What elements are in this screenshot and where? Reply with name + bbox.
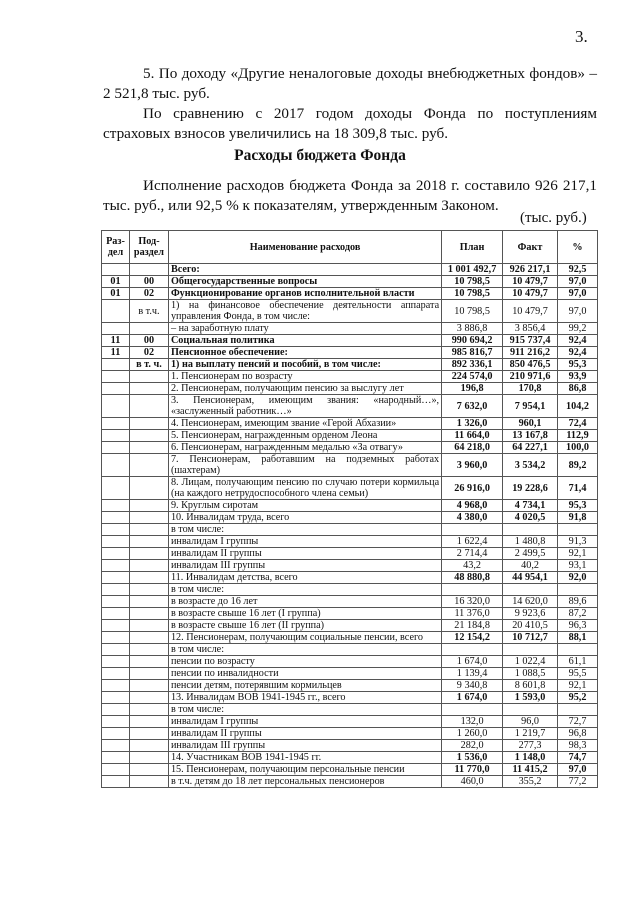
podrazdel-cell xyxy=(129,395,168,418)
percent-cell: 92,4 xyxy=(558,335,598,347)
name-cell: в том числе: xyxy=(168,524,441,536)
plan-cell: 282,0 xyxy=(442,740,503,752)
podrazdel-cell xyxy=(129,454,168,477)
plan-cell: 48 880,8 xyxy=(442,572,503,584)
plan-cell xyxy=(442,584,503,596)
percent-cell: 97,0 xyxy=(558,300,598,323)
razdel-cell xyxy=(102,740,130,752)
fact-cell: 1 088,5 xyxy=(503,668,558,680)
table-row xyxy=(102,264,598,276)
razdel-cell xyxy=(102,536,130,548)
podrazdel-cell: 02 xyxy=(129,288,168,300)
razdel-cell xyxy=(102,668,130,680)
plan-cell xyxy=(442,704,503,716)
name-cell: инвалидам II группы xyxy=(168,548,441,560)
table-row xyxy=(102,560,598,572)
fact-cell: 64 227,1 xyxy=(503,442,558,454)
plan-cell: 196,8 xyxy=(442,383,503,395)
table-row xyxy=(102,680,598,692)
name-cell: пенсии по возрасту xyxy=(168,656,441,668)
name-cell: в том числе: xyxy=(168,704,441,716)
header-razdel: Раз-дел xyxy=(102,231,130,264)
podrazdel-cell: в т. ч. xyxy=(129,359,168,371)
plan-cell: 1 674,0 xyxy=(442,692,503,704)
fact-cell: 960,1 xyxy=(503,418,558,430)
plan-cell xyxy=(442,644,503,656)
fact-cell: 10 479,7 xyxy=(503,300,558,323)
razdel-cell xyxy=(102,264,130,276)
podrazdel-cell xyxy=(129,477,168,500)
table-row xyxy=(102,632,598,644)
table-row xyxy=(102,704,598,716)
razdel-cell xyxy=(102,371,130,383)
podrazdel-cell xyxy=(129,524,168,536)
razdel-cell xyxy=(102,656,130,668)
razdel-cell xyxy=(102,632,130,644)
fact-cell: 19 228,6 xyxy=(503,477,558,500)
name-cell: инвалидам I группы xyxy=(168,536,441,548)
expenses-table xyxy=(101,230,598,788)
podrazdel-cell: 00 xyxy=(129,335,168,347)
percent-cell: 100,0 xyxy=(558,442,598,454)
razdel-cell xyxy=(102,608,130,620)
podrazdel-cell xyxy=(129,371,168,383)
name-cell: 1) на выплату пенсий и пособий, в том числе: xyxy=(168,359,441,371)
name-cell: 4. Пенсионерам, имеющим звание «Герой Абхазии» xyxy=(168,418,441,430)
plan-cell: 10 798,5 xyxy=(442,288,503,300)
table-row xyxy=(102,395,598,418)
percent-cell: 93,9 xyxy=(558,371,598,383)
percent-cell: 61,1 xyxy=(558,656,598,668)
fact-cell: 40,2 xyxy=(503,560,558,572)
plan-cell: 132,0 xyxy=(442,716,503,728)
podrazdel-cell xyxy=(129,512,168,524)
razdel-cell xyxy=(102,584,130,596)
podrazdel-cell: 02 xyxy=(129,347,168,359)
razdel-cell xyxy=(102,716,130,728)
fact-cell: 44 954,1 xyxy=(503,572,558,584)
podrazdel-cell xyxy=(129,430,168,442)
razdel-cell xyxy=(102,752,130,764)
fact-cell: 1 219,7 xyxy=(503,728,558,740)
fact-cell xyxy=(503,584,558,596)
plan-cell: 16 320,0 xyxy=(442,596,503,608)
plan-cell: 12 154,2 xyxy=(442,632,503,644)
percent-cell: 91,8 xyxy=(558,512,598,524)
percent-cell: 112,9 xyxy=(558,430,598,442)
podrazdel-cell xyxy=(129,740,168,752)
fact-cell: 355,2 xyxy=(503,776,558,788)
percent-cell xyxy=(558,644,598,656)
name-cell: 9. Круглым сиротам xyxy=(168,500,441,512)
fact-cell: 1 022,4 xyxy=(503,656,558,668)
percent-cell: 95,5 xyxy=(558,668,598,680)
fact-cell: 1 593,0 xyxy=(503,692,558,704)
percent-cell: 98,3 xyxy=(558,740,598,752)
table-row xyxy=(102,430,598,442)
podrazdel-cell xyxy=(129,323,168,335)
podrazdel-cell xyxy=(129,383,168,395)
razdel-cell xyxy=(102,300,130,323)
name-cell: инвалидам III группы xyxy=(168,560,441,572)
fact-cell: 13 167,8 xyxy=(503,430,558,442)
name-cell: Социальная политика xyxy=(168,335,441,347)
table-row xyxy=(102,359,598,371)
plan-cell: 21 184,8 xyxy=(442,620,503,632)
razdel-cell xyxy=(102,454,130,477)
percent-cell: 87,2 xyxy=(558,608,598,620)
plan-cell: 10 798,5 xyxy=(442,276,503,288)
fact-cell: 14 620,0 xyxy=(503,596,558,608)
fact-cell: 7 954,1 xyxy=(503,395,558,418)
name-cell: 5. Пенсионерам, награжденным орденом Леона xyxy=(168,430,441,442)
percent-cell xyxy=(558,524,598,536)
razdel-cell xyxy=(102,500,130,512)
percent-cell: 96,3 xyxy=(558,620,598,632)
fact-cell: 10 479,7 xyxy=(503,288,558,300)
plan-cell: 1 326,0 xyxy=(442,418,503,430)
name-cell: Всего: xyxy=(168,264,441,276)
name-cell: 13. Инвалидам ВОВ 1941-1945 гг., всего xyxy=(168,692,441,704)
razdel-cell xyxy=(102,512,130,524)
plan-cell: 9 340,8 xyxy=(442,680,503,692)
name-cell: 6. Пенсионерам, награжденным медалью «За отвагу» xyxy=(168,442,441,454)
name-cell: 12. Пенсионерам, получающим социальные пенсии, всего xyxy=(168,632,441,644)
name-cell: 7. Пенсионерам, работавшим на подземных работах (шахтерам) xyxy=(168,454,441,477)
table-row xyxy=(102,477,598,500)
podrazdel-cell xyxy=(129,500,168,512)
razdel-cell xyxy=(102,692,130,704)
razdel-cell xyxy=(102,430,130,442)
fact-cell: 3 534,2 xyxy=(503,454,558,477)
fact-cell xyxy=(503,644,558,656)
fact-cell: 911 216,2 xyxy=(503,347,558,359)
podrazdel-cell xyxy=(129,680,168,692)
podrazdel-cell xyxy=(129,632,168,644)
percent-cell: 93,1 xyxy=(558,560,598,572)
podrazdel-cell: в т.ч. xyxy=(129,300,168,323)
plan-cell: 2 714,4 xyxy=(442,548,503,560)
name-cell: – на заработную плату xyxy=(168,323,441,335)
table-row xyxy=(102,668,598,680)
razdel-cell: 11 xyxy=(102,335,130,347)
paragraph-other-revenue: 5. По доходу «Другие неналоговые доходы внебюджетных фондов» – 2 521,8 тыс. руб. xyxy=(103,65,597,102)
table-row xyxy=(102,752,598,764)
fact-cell: 170,8 xyxy=(503,383,558,395)
table-row xyxy=(102,276,598,288)
podrazdel-cell xyxy=(129,548,168,560)
fact-cell: 8 601,8 xyxy=(503,680,558,692)
table-row xyxy=(102,323,598,335)
table-row xyxy=(102,383,598,395)
podrazdel-cell xyxy=(129,644,168,656)
table-row xyxy=(102,620,598,632)
podrazdel-cell xyxy=(129,442,168,454)
table-row xyxy=(102,442,598,454)
razdel-cell xyxy=(102,323,130,335)
table-row xyxy=(102,335,598,347)
plan-cell: 1 622,4 xyxy=(442,536,503,548)
table-header-row xyxy=(102,231,598,264)
plan-cell: 985 816,7 xyxy=(442,347,503,359)
percent-cell xyxy=(558,704,598,716)
fact-cell: 20 410,5 xyxy=(503,620,558,632)
page-number: 3. xyxy=(575,27,588,46)
plan-cell: 1 001 492,7 xyxy=(442,264,503,276)
razdel-cell xyxy=(102,560,130,572)
fact-cell: 4 734,1 xyxy=(503,500,558,512)
podrazdel-cell xyxy=(129,668,168,680)
razdel-cell xyxy=(102,644,130,656)
plan-cell xyxy=(442,524,503,536)
table-row xyxy=(102,454,598,477)
name-cell: 1. Пенсионерам по возрасту xyxy=(168,371,441,383)
header-name: Наименование расходов xyxy=(168,231,441,264)
podrazdel-cell xyxy=(129,596,168,608)
razdel-cell: 01 xyxy=(102,288,130,300)
podrazdel-cell xyxy=(129,656,168,668)
plan-cell: 1 139,4 xyxy=(442,668,503,680)
podrazdel-cell xyxy=(129,752,168,764)
plan-cell: 11 376,0 xyxy=(442,608,503,620)
razdel-cell xyxy=(102,776,130,788)
plan-cell: 1 674,0 xyxy=(442,656,503,668)
fact-cell xyxy=(503,704,558,716)
percent-cell: 99,2 xyxy=(558,323,598,335)
table-body xyxy=(102,264,598,788)
fact-cell: 1 148,0 xyxy=(503,752,558,764)
percent-cell: 92,0 xyxy=(558,572,598,584)
table-row xyxy=(102,300,598,323)
name-cell: в возрасте до 16 лет xyxy=(168,596,441,608)
percent-cell: 77,2 xyxy=(558,776,598,788)
percent-cell: 92,4 xyxy=(558,347,598,359)
razdel-cell xyxy=(102,704,130,716)
table-row xyxy=(102,418,598,430)
table-row xyxy=(102,716,598,728)
plan-cell: 892 336,1 xyxy=(442,359,503,371)
name-cell: 8. Лицам, получающим пенсию по случаю потери кормильца (на каждого нетрудоспособного члена семьи) xyxy=(168,477,441,500)
razdel-cell xyxy=(102,524,130,536)
table-row xyxy=(102,500,598,512)
table-row xyxy=(102,740,598,752)
name-cell: инвалидам III группы xyxy=(168,740,441,752)
plan-cell: 3 960,0 xyxy=(442,454,503,477)
name-cell: инвалидам I группы xyxy=(168,716,441,728)
table-row xyxy=(102,347,598,359)
table-row xyxy=(102,728,598,740)
table-row xyxy=(102,644,598,656)
table-row xyxy=(102,548,598,560)
table-row xyxy=(102,692,598,704)
header-fact: Факт xyxy=(503,231,558,264)
plan-cell: 224 574,0 xyxy=(442,371,503,383)
table-row xyxy=(102,584,598,596)
razdel-cell: 01 xyxy=(102,276,130,288)
fact-cell xyxy=(503,524,558,536)
percent-cell xyxy=(558,584,598,596)
name-cell: инвалидам II группы xyxy=(168,728,441,740)
table-row xyxy=(102,524,598,536)
percent-cell: 97,0 xyxy=(558,764,598,776)
table-row xyxy=(102,776,598,788)
name-cell: 10. Инвалидам труда, всего xyxy=(168,512,441,524)
table-row xyxy=(102,536,598,548)
percent-cell: 95,3 xyxy=(558,359,598,371)
units-label: (тыс. руб.) xyxy=(520,210,587,226)
percent-cell: 96,8 xyxy=(558,728,598,740)
name-cell: 14. Участникам ВОВ 1941-1945 гг. xyxy=(168,752,441,764)
plan-cell: 43,2 xyxy=(442,560,503,572)
percent-cell: 92,1 xyxy=(558,548,598,560)
fact-cell: 926 217,1 xyxy=(503,264,558,276)
percent-cell: 74,7 xyxy=(558,752,598,764)
name-cell: в возрасте свыше 16 лет (I группа) xyxy=(168,608,441,620)
percent-cell: 91,3 xyxy=(558,536,598,548)
podrazdel-cell xyxy=(129,716,168,728)
percent-cell: 92,5 xyxy=(558,264,598,276)
plan-cell: 10 798,5 xyxy=(442,300,503,323)
percent-cell: 71,4 xyxy=(558,477,598,500)
name-cell: пенсии по инвалидности xyxy=(168,668,441,680)
fact-cell: 10 479,7 xyxy=(503,276,558,288)
fact-cell: 96,0 xyxy=(503,716,558,728)
percent-cell: 72,4 xyxy=(558,418,598,430)
razdel-cell xyxy=(102,383,130,395)
header-percent: % xyxy=(558,231,598,264)
table-row xyxy=(102,572,598,584)
paragraph-expense-summary: Исполнение расходов бюджета Фонда за 2018 г. составило 926 217,1 тыс. руб., или 92,5 % к показателям, утвержденным Законом. xyxy=(103,177,597,214)
percent-cell: 86,8 xyxy=(558,383,598,395)
podrazdel-cell xyxy=(129,608,168,620)
razdel-cell xyxy=(102,359,130,371)
razdel-cell xyxy=(102,442,130,454)
podrazdel-cell: 00 xyxy=(129,276,168,288)
razdel-cell xyxy=(102,728,130,740)
podrazdel-cell xyxy=(129,584,168,596)
plan-cell: 7 632,0 xyxy=(442,395,503,418)
table-row xyxy=(102,288,598,300)
name-cell: в т.ч. детям до 18 лет персональных пенсионеров xyxy=(168,776,441,788)
percent-cell: 95,2 xyxy=(558,692,598,704)
podrazdel-cell xyxy=(129,536,168,548)
podrazdel-cell xyxy=(129,572,168,584)
podrazdel-cell xyxy=(129,264,168,276)
percent-cell: 97,0 xyxy=(558,288,598,300)
percent-cell: 95,3 xyxy=(558,500,598,512)
table-row xyxy=(102,608,598,620)
plan-cell: 11 770,0 xyxy=(442,764,503,776)
plan-cell: 1 260,0 xyxy=(442,728,503,740)
percent-cell: 89,6 xyxy=(558,596,598,608)
table-row xyxy=(102,371,598,383)
plan-cell: 4 968,0 xyxy=(442,500,503,512)
razdel-cell xyxy=(102,596,130,608)
razdel-cell xyxy=(102,620,130,632)
name-cell: Функционирование органов исполнительной власти xyxy=(168,288,441,300)
plan-cell: 990 694,2 xyxy=(442,335,503,347)
table-row xyxy=(102,596,598,608)
name-cell: 11. Инвалидам детства, всего xyxy=(168,572,441,584)
podrazdel-cell xyxy=(129,418,168,430)
percent-cell: 72,7 xyxy=(558,716,598,728)
header-plan: План xyxy=(442,231,503,264)
table-row xyxy=(102,764,598,776)
podrazdel-cell xyxy=(129,764,168,776)
plan-cell: 26 916,0 xyxy=(442,477,503,500)
podrazdel-cell xyxy=(129,692,168,704)
razdel-cell xyxy=(102,572,130,584)
plan-cell: 1 536,0 xyxy=(442,752,503,764)
section-title: Расходы бюджета Фонда xyxy=(234,147,406,164)
paragraph-comparison-2017: По сравнению с 2017 годом доходы Фонда по поступлениям страховых взносов увеличились на 18 309,8 тыс. руб. xyxy=(103,105,597,142)
fact-cell: 9 923,6 xyxy=(503,608,558,620)
name-cell: пенсии детям, потерявшим кормильцев xyxy=(168,680,441,692)
razdel-cell xyxy=(102,548,130,560)
fact-cell: 4 020,5 xyxy=(503,512,558,524)
name-cell: Общегосударственные вопросы xyxy=(168,276,441,288)
fact-cell: 10 712,7 xyxy=(503,632,558,644)
name-cell: 2. Пенсионерам, получающим пенсию за выслугу лет xyxy=(168,383,441,395)
plan-cell: 4 380,0 xyxy=(442,512,503,524)
name-cell: в возрасте свыше 16 лет (II группа) xyxy=(168,620,441,632)
razdel-cell xyxy=(102,395,130,418)
razdel-cell xyxy=(102,764,130,776)
percent-cell: 97,0 xyxy=(558,276,598,288)
fact-cell: 11 415,2 xyxy=(503,764,558,776)
podrazdel-cell xyxy=(129,728,168,740)
header-podrazdel: Под-раздел xyxy=(129,231,168,264)
podrazdel-cell xyxy=(129,776,168,788)
fact-cell: 1 480,8 xyxy=(503,536,558,548)
plan-cell: 11 664,0 xyxy=(442,430,503,442)
name-cell: Пенсионное обеспечение: xyxy=(168,347,441,359)
razdel-cell xyxy=(102,418,130,430)
name-cell: 3. Пенсионерам, имеющим звания: «народный…», «заслуженный работник…» xyxy=(168,395,441,418)
name-cell: 15. Пенсионерам, получающим персональные пенсии xyxy=(168,764,441,776)
name-cell: 1) на финансовое обеспечение деятельности аппарата управления Фонда, в том числе: xyxy=(168,300,441,323)
fact-cell: 210 971,6 xyxy=(503,371,558,383)
table-row xyxy=(102,512,598,524)
plan-cell: 460,0 xyxy=(442,776,503,788)
percent-cell: 89,2 xyxy=(558,454,598,477)
plan-cell: 3 886,8 xyxy=(442,323,503,335)
fact-cell: 850 476,5 xyxy=(503,359,558,371)
razdel-cell xyxy=(102,477,130,500)
razdel-cell: 11 xyxy=(102,347,130,359)
podrazdel-cell xyxy=(129,620,168,632)
razdel-cell xyxy=(102,680,130,692)
plan-cell: 64 218,0 xyxy=(442,442,503,454)
name-cell: в том числе: xyxy=(168,644,441,656)
percent-cell: 104,2 xyxy=(558,395,598,418)
percent-cell: 92,1 xyxy=(558,680,598,692)
name-cell: в том числе: xyxy=(168,584,441,596)
fact-cell: 277,3 xyxy=(503,740,558,752)
fact-cell: 3 856,4 xyxy=(503,323,558,335)
table-row xyxy=(102,656,598,668)
podrazdel-cell xyxy=(129,704,168,716)
fact-cell: 2 499,5 xyxy=(503,548,558,560)
percent-cell: 88,1 xyxy=(558,632,598,644)
fact-cell: 915 737,4 xyxy=(503,335,558,347)
podrazdel-cell xyxy=(129,560,168,572)
